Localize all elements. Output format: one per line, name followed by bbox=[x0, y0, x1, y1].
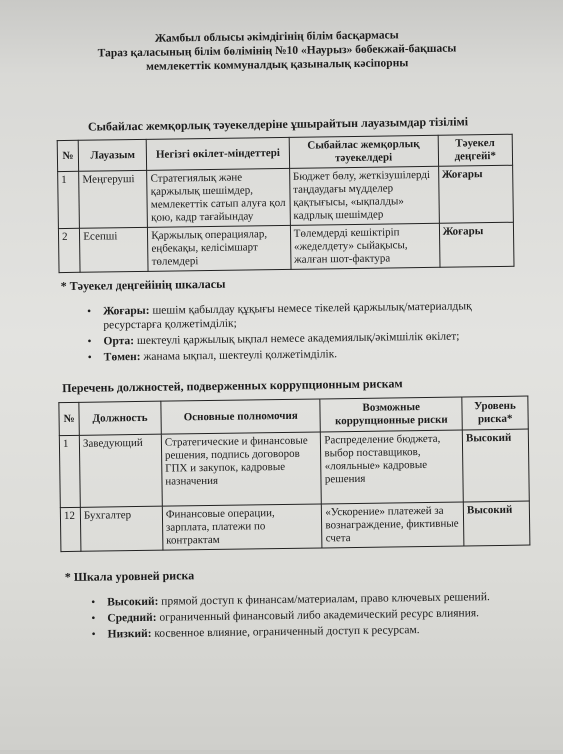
ru-risk-table bbox=[58, 396, 530, 553]
kz-scale-list bbox=[81, 299, 502, 367]
row-no: 1 bbox=[58, 171, 80, 228]
row-position: Меңгеруші bbox=[79, 170, 148, 228]
row-position: Бухгалтер bbox=[80, 506, 163, 551]
bullet-icon: • bbox=[91, 612, 96, 625]
bullet-icon: • bbox=[87, 335, 92, 348]
kz-risk-table bbox=[57, 134, 515, 273]
scale-text: косвенное влияние, ограниченный доступ к ресурсам. bbox=[154, 624, 420, 640]
scale-text: шешім қабылдау құқығы немесе тікелей қаржылық/материалдық ресурстарға қолжетімділік; bbox=[103, 300, 472, 332]
row-level: Высокий bbox=[463, 501, 530, 546]
row-risks: Бюджет бөлу, жеткізушілерді таңдаудағы мүдделер қақтығысы, «ықпалды» кадрлық шешімдер bbox=[289, 166, 439, 225]
row-no: 2 bbox=[58, 228, 80, 272]
scale-text: жанама ықпал, шектеулі қолжетімділік. bbox=[143, 348, 338, 363]
scale-term: Низкий: bbox=[107, 627, 152, 641]
scale-term: Высокий: bbox=[107, 595, 159, 609]
header-line-3: мемлекеттік коммуналдық қазыналық кәсіпорны bbox=[145, 57, 409, 73]
row-level: Жоғары bbox=[438, 165, 513, 223]
scale-text: шектеулі қаржылық ықпал немесе академиялық/әкімшілік өкілет; bbox=[136, 330, 460, 348]
ru-col-position: Должность bbox=[79, 401, 161, 435]
kz-col-position: Лауазым bbox=[78, 139, 146, 171]
row-level: Высокий bbox=[462, 429, 529, 502]
kz-scale-title: * Тәуекел деңгейінің шкаласы bbox=[60, 276, 226, 294]
row-level: Жоғары bbox=[439, 222, 514, 267]
ru-table-title: Перечень должностей, подверженных коррупционным рискам bbox=[62, 376, 403, 396]
bullet-icon: • bbox=[91, 596, 96, 609]
row-duties: Финансовые операции, зарплата, платежи по контрактам bbox=[162, 504, 322, 550]
scale-text: ограниченный финансовый либо академический ресурс влияния. bbox=[159, 607, 480, 624]
table-row bbox=[60, 501, 530, 552]
row-duties: Қаржылық операциялар, еңбекақы, келісімшарт төлемдері bbox=[148, 225, 291, 271]
table-row bbox=[58, 165, 514, 228]
row-position: Есепші bbox=[80, 227, 149, 272]
bullet-icon: • bbox=[87, 305, 92, 318]
bullet-icon: • bbox=[87, 351, 92, 364]
row-risks: Распределение бюджета, выбор поставщиков, «лояльные» кадровые решения bbox=[321, 430, 464, 504]
ru-col-duties: Основные полномочия bbox=[161, 399, 321, 434]
row-risks: «Ускорение» платежей за вознаграждение, фиктивные счета bbox=[322, 502, 464, 548]
ru-col-no: № bbox=[59, 402, 79, 435]
ru-col-risks: Возможные коррупционные риски bbox=[320, 397, 462, 432]
row-duties: Стратегические и финансовые решения, подпись договоров ГПХ и закупок, кадровые назначения bbox=[161, 432, 322, 506]
header-line-1: Жамбыл облысы әкімдігінің білім басқармасы bbox=[154, 29, 399, 45]
scale-text: прямой доступ к финансам/материалам, право ключевых решений. bbox=[161, 591, 490, 608]
kz-table-title: Сыбайлас жемқорлық тәуекелдеріне ұшырайтын лауазымдар тізілімі bbox=[87, 114, 469, 134]
scale-term: Орта: bbox=[103, 335, 135, 348]
ru-scale-title: * Шкала уровней риска bbox=[64, 568, 195, 585]
ru-scale-list bbox=[85, 590, 526, 644]
scale-term: Төмен: bbox=[103, 350, 141, 364]
row-no: 12 bbox=[60, 507, 81, 551]
header-line-2: Тараз қаласының білім бөлімінің №10 «Наурыз» бөбекжай-бақшасы bbox=[97, 42, 457, 60]
row-duties: Стратегиялық және қаржылық шешімдер, мемлекеттік сатып алуға қол қою, кадр тағайындау bbox=[147, 168, 290, 227]
kz-col-risks: Сыбайлас жемқорлық тәуекелдері bbox=[289, 135, 438, 168]
table-row bbox=[59, 429, 529, 508]
list-item bbox=[81, 299, 501, 333]
row-risks: Төлемдерді кешіктіріп «жеделдету» сыйақысы, жалған шот-фактура bbox=[290, 223, 439, 269]
row-position: Заведующий bbox=[79, 434, 162, 507]
ru-col-level: Уровень риска* bbox=[462, 396, 528, 430]
kz-col-duties: Негізгі өкілет-міндеттері bbox=[146, 137, 289, 170]
kz-col-level: Тәуекел деңгейі* bbox=[438, 134, 513, 166]
scale-term: Средний: bbox=[107, 611, 157, 625]
kz-col-no: № bbox=[57, 140, 79, 171]
bullet-icon: • bbox=[91, 628, 96, 641]
table-row bbox=[58, 222, 514, 272]
row-no: 1 bbox=[59, 435, 80, 507]
scale-term: Жоғары: bbox=[103, 304, 150, 318]
